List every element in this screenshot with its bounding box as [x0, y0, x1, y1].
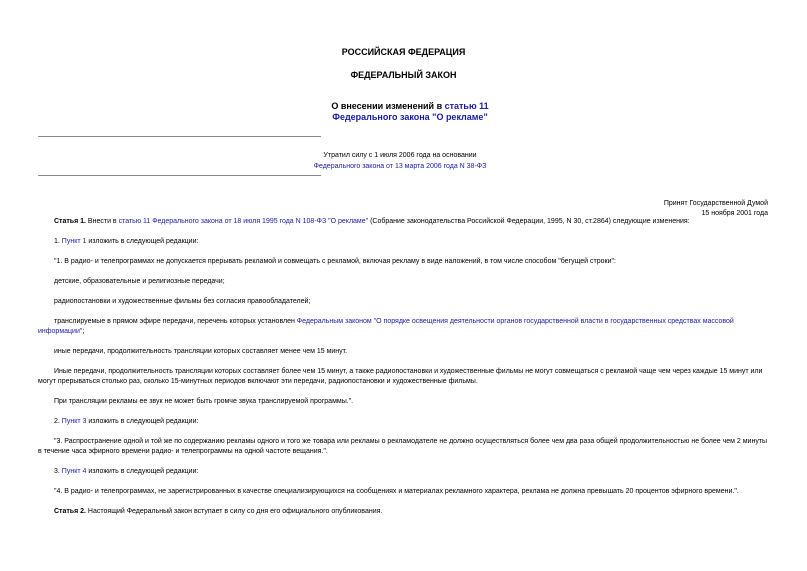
article-2: [38, 507, 768, 517]
item-1-text: изложить в следующей редакции:: [86, 238, 199, 245]
law-title: [200, 101, 620, 123]
title-prefix: О внесении изменений в: [331, 101, 445, 111]
article-1-link[interactable]: статью 11 Федерального закона от 18 июля 1995 года N 108-ФЗ "О рекламе": [118, 218, 369, 225]
status-line: Утратил силу с 1 июля 2006 года на основании: [323, 152, 477, 159]
item-3-link[interactable]: Пункт 4: [61, 468, 87, 475]
item-3-text: изложить в следующей редакции:: [86, 468, 199, 475]
law-body: [38, 217, 768, 527]
item-3-number: 3.: [54, 468, 62, 475]
paragraph-5-link[interactable]: Федеральным законом "О порядке освещения деятельности органов государственной власти в государственных средствах массовой информации": [38, 318, 734, 335]
item-1: [38, 237, 768, 247]
paragraph-12: "4. В радио- и телепрограммах, не зарегистрированных в качестве специализирующихся на сообщениях и материалах рекламного характера, реклама не должна превышать 20 процентов эфирного времени.".: [54, 488, 739, 495]
article-1-label: Статья 1.: [54, 218, 86, 225]
paragraph-8: При трансляции рекламы ее звук не может быть громче звука транслируемой программы.".: [54, 398, 354, 405]
status-note: [200, 150, 600, 172]
item-2-number: 2.: [54, 418, 62, 425]
paragraph-5: [38, 317, 768, 337]
title-link-article[interactable]: статью 11: [444, 101, 489, 111]
article-1-pre: Внести в: [85, 218, 119, 225]
item-2-link[interactable]: Пункт 3: [61, 418, 87, 425]
paragraph-6: иные передачи, продолжительность трансляции которых составляет менее чем 15 минут.: [54, 348, 348, 355]
paragraph-2: "1. В радио- и телепрограммах не допускается прерывать рекламой и совмещать с рекламой, включая рекламу в виде наложений, в том числе способом "бегущей строки":: [54, 258, 616, 265]
paragraph-5-pre: транслируемые в прямом эфире передачи, перечень которых установлен: [54, 318, 297, 325]
item-2: [38, 417, 768, 427]
article-1: [38, 217, 768, 227]
title-link-law[interactable]: Федерального закона "О рекламе": [332, 112, 488, 122]
item-3: [38, 467, 768, 477]
divider-bottom: [38, 175, 321, 176]
paragraph-4: радиопостановки и художественные фильмы без согласия правообладателей;: [54, 298, 311, 305]
doc-type-heading: ФЕДЕРАЛЬНЫЙ ЗАКОН: [350, 70, 457, 80]
country-heading: РОССИЙСКАЯ ФЕДЕРАЦИЯ: [341, 47, 466, 57]
article-1-post: (Собрание законодательства Российской Федерации, 1995, N 30, ст.2864) следующие изменения:: [368, 218, 690, 225]
divider-top: [38, 136, 321, 137]
item-1-link[interactable]: Пункт 1: [61, 238, 87, 245]
article-2-label: Статья 2.: [54, 508, 86, 515]
paragraph-3: детские, образовательные и религиозные передачи;: [54, 278, 225, 285]
item-2-text: изложить в следующей редакции:: [86, 418, 199, 425]
article-2-text: Настоящий Федеральный закон вступает в силу со дня его официального опубликования.: [85, 508, 383, 515]
adoption-line1: Принят Государственной Думой: [663, 200, 768, 207]
adoption-date: 15 ноября 2001 года: [701, 210, 768, 217]
adoption-info: [664, 199, 768, 219]
paragraph-7: Иные передачи, продолжительность трансляции которых составляет более чем 15 минут, а также радиопостановки и художественные фильмы не могут совмещаться с рекламой чаще чем через каждые 15 минут или могут прерываться столько раз, сколько 15-минутных периодов включают эти передачи, радиопостановки и художественные фильмы.: [38, 368, 763, 385]
paragraph-10: "3. Распространение одной и той же по содержанию рекламы одного и того же товара или рекламы о рекламодателе не должно осуществляться более чем два раза общей продолжительностью не более чем 2 минуты в течение часа эфирного времени радио- и телепрограммы на одной частоте вещания.".: [38, 438, 768, 455]
status-link[interactable]: Федерального закона от 13 марта 2006 года N 38-ФЗ: [313, 163, 487, 170]
item-1-number: 1.: [54, 238, 62, 245]
paragraph-5-post: ;: [82, 328, 85, 335]
